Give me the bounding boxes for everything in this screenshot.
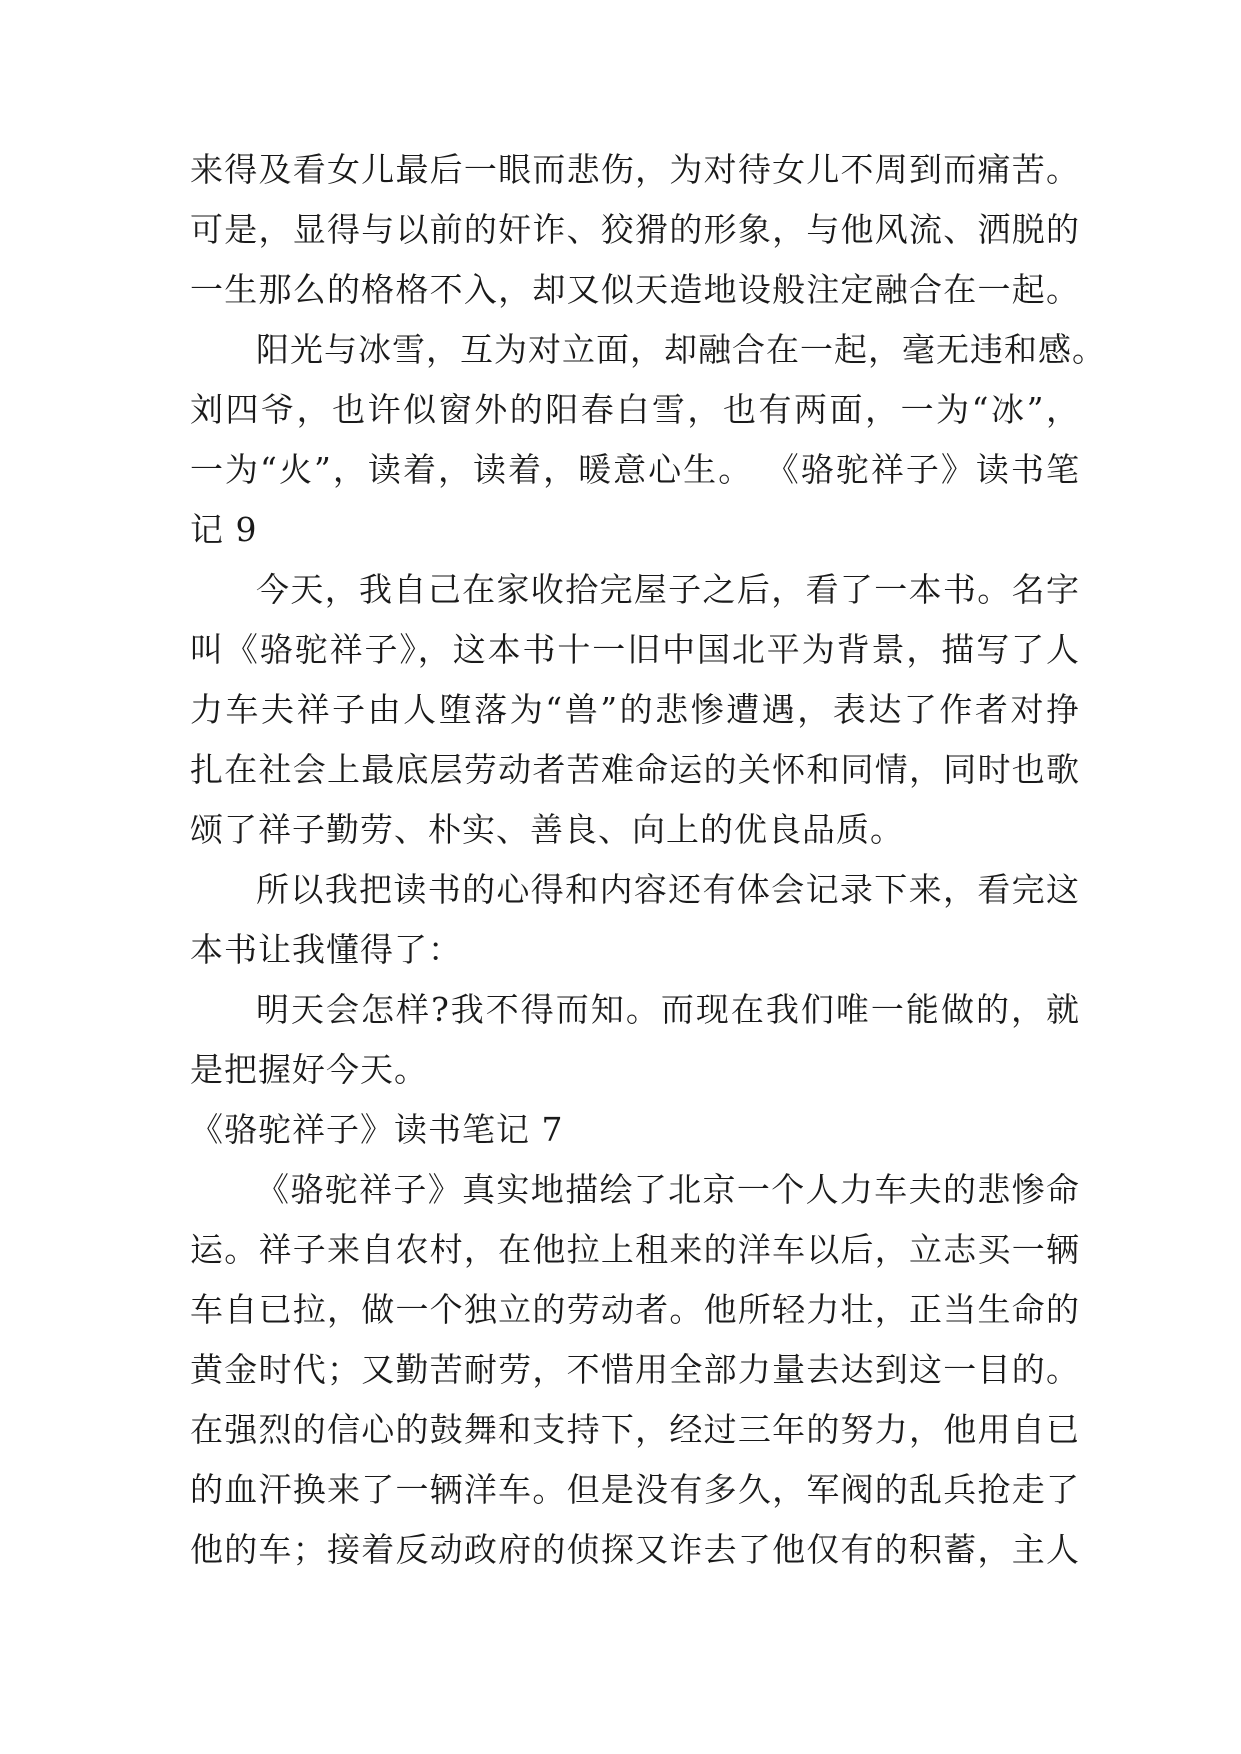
- text-line: 力车夫祥子由人堕落为“兽”的悲惨遭遇，表达了作者对挣: [190, 690, 1080, 729]
- text-line: 车自已拉，做一个独立的劳动者。他所轻力壮，正当生命的: [190, 1290, 1080, 1329]
- text-line: 颂了祥子勤劳、朴实、善良、向上的优良品质。: [190, 810, 904, 849]
- text-line: 可是，显得与以前的奸诈、狡猾的形象，与他风流、洒脱的: [190, 210, 1080, 249]
- section-heading: 《骆驼祥子》读书笔记 7: [190, 1110, 564, 1149]
- text-line: 他的车；接着反动政府的侦探又诈去了他仅有的积蓄，主人: [190, 1530, 1080, 1569]
- text-line: 刘四爷，也许似窗外的阳春白雪，也有两面，一为“冰”，: [190, 390, 1080, 429]
- paragraph-first-line: 所以我把读书的心得和内容还有体会记录下来，看完这: [256, 870, 1080, 909]
- text-line: 一为“火”，读着，读着，暖意心生。 《骆驼祥子》读书笔: [190, 450, 1080, 489]
- text-line: 运。祥子来自农村，在他拉上租来的洋车以后，立志买一辆: [190, 1230, 1080, 1269]
- text-line: 黄金时代；又勤苦耐劳，不惜用全部力量去达到这一目的。: [190, 1350, 1080, 1389]
- text-line: 记 9: [190, 510, 258, 549]
- text-line: 来得及看女儿最后一眼而悲伤，为对待女儿不周到而痛苦。: [190, 150, 1080, 189]
- text-line: 是把握好今天。: [190, 1050, 428, 1089]
- paragraph-first-line: 《骆驼祥子》真实地描绘了北京一个人力车夫的悲惨命: [256, 1170, 1080, 1209]
- text-line: 一生那么的格格不入，却又似天造地设般注定融合在一起。: [190, 270, 1080, 309]
- text-line: 叫《骆驼祥子》，这本书十一旧中国北平为背景，描写了人: [190, 630, 1080, 669]
- text-line: 的血汗换来了一辆洋车。但是没有多久，军阀的乱兵抢走了: [190, 1470, 1080, 1509]
- text-line: 在强烈的信心的鼓舞和支持下，经过三年的努力，他用自已: [190, 1410, 1080, 1449]
- paragraph-first-line: 阳光与冰雪，互为对立面，却融合在一起，毫无违和感。: [256, 330, 1106, 369]
- text-line: 扎在社会上最底层劳动者苦难命运的关怀和同情，同时也歌: [190, 750, 1080, 789]
- paragraph-first-line: 今天，我自己在家收拾完屋子之后，看了一本书。名字: [256, 570, 1080, 609]
- paragraph-first-line: 明天会怎样?我不得而知。而现在我们唯一能做的，就: [256, 990, 1080, 1029]
- text-line: 本书让我懂得了：: [190, 930, 462, 969]
